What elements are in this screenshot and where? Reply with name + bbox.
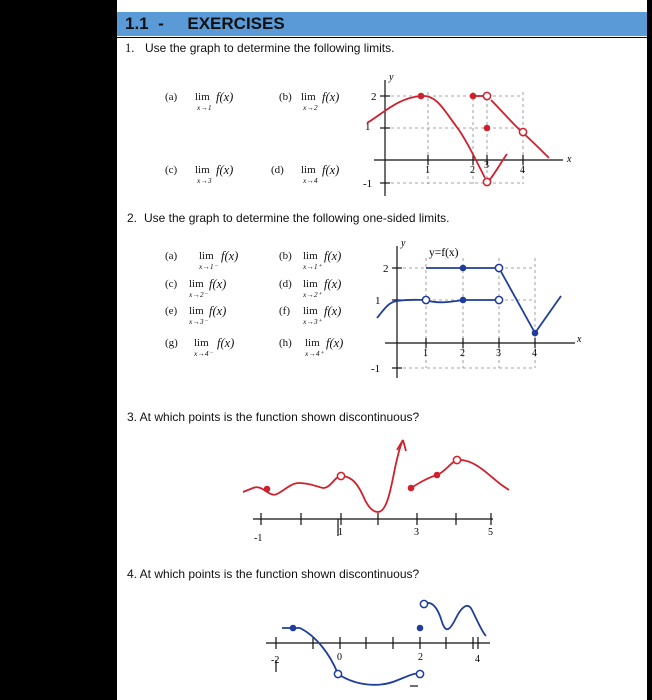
q3-xtick-3: 3 [414,527,419,538]
q1-closed-dot [418,93,425,100]
q1-closed-dot [484,125,491,132]
q4-closed-dot [417,625,424,632]
q4-curve-bottom [338,673,420,684]
q2-closed-dot [460,297,467,304]
q4-curve-left [282,628,338,674]
q2-function-label: y=f(x) [429,247,459,259]
q4-open-dot [420,600,427,607]
q2-xtick-4: 4 [532,348,537,359]
q3-curve-up [378,440,403,512]
q4-open-dot [416,670,423,677]
q4-xtick-0: 0 [337,652,342,663]
q2-ytick-2: 2 [383,263,389,275]
q4-closed-dot [290,625,297,632]
q1-xtick-4: 4 [520,165,525,176]
q1-ytick-1: 1 [365,121,371,133]
q1-prompt: Use the graph to determine the following limits. [145,41,395,55]
q1-ytick-neg1: -1 [363,178,373,190]
q4-open-dot [334,670,341,677]
q3-xtick-1: 1 [338,527,343,538]
worksheet-page: 1.1 - EXERCISES 1. Use the graph to determine the following limits. (a) lim f(x) x→1 (b) lim f(x) x→2 (c) lim f(x) x→3 (d) lim f(x) x→4 2 1 -1 1 2 3 4 y x 2. Use the graph to determine the following one-sided limits. (a) lim f(x) x→1⁻ (b) lim f(x) x→1⁺ (c) lim f(x) x→2⁻ (d) lim f(x) x→2⁺ (e) lim f(x) x→3⁻ (f) lim f(x) x→3⁺ (g) lim f(x) x→4⁻ (h) lim f(x) x→4⁺ 2 1 -1 1 2 3 4 y x y=f(x) 3. At which points is the function shown discontinuous? -1 1 3 5 4. At which points is the function shown discontinuous? -2 0 2 4 [117,0,647,700]
q4-axis [266,637,490,686]
q1-xtick-2: 2 [470,165,475,176]
q2-number: 2. [127,211,138,225]
q2-open-dot [495,296,502,303]
q1-open-dot [483,92,490,99]
q2-prompt: Use the graph to determine the following one-sided limits. [144,211,450,225]
q3-prompt: 3. At which points is the function shown discontinuous? [127,410,420,424]
q4-prompt: 4. At which points is the function shown discontinuous? [127,567,420,581]
q1-axes [374,80,563,196]
q3-axis [253,513,493,536]
q2-closed-dot [532,330,539,337]
q4-xtick-neg2: -2 [271,655,280,666]
q1-y-label: y [389,72,394,83]
q1-x-label: x [567,154,572,165]
q2-ytick-neg1: -1 [371,363,381,375]
q3-closed-dot [408,485,415,492]
section-header-bar [117,12,647,36]
q1-xtick-1: 1 [425,165,430,176]
q2-line-up [535,296,561,333]
q1-graph [363,72,583,197]
q2-ytick-1: 1 [375,295,381,307]
q3-curve-1 [243,476,341,495]
q2-line-down [499,268,535,333]
header-rule [117,37,647,38]
q1-curve-mid [487,154,507,183]
q1-open-dot [519,128,526,135]
q2-open-dot [495,264,502,271]
q3-open-dot [337,472,344,479]
q4-curve-right [424,603,486,636]
q3-closed-dot [264,486,271,493]
q2-xtick-1: 1 [423,348,428,359]
q3-closed-dot [434,472,441,479]
q1-xtick-3: 3 [484,160,489,171]
q3-curve-2 [341,476,378,512]
q1-number: 1. [125,41,135,55]
q2-curve-left [377,300,426,318]
q2-xtick-2: 2 [460,348,465,359]
q4-xtick-4: 4 [475,654,480,665]
q2-y-label: y [401,238,406,249]
q4-graph [260,590,500,700]
q2-graph [371,238,591,378]
q3-xtick-5: 5 [488,527,493,538]
q3-open-dot [453,456,460,463]
q2-closed-dot [460,265,467,272]
q2-open-dot [422,296,429,303]
q3-curve-4 [457,460,509,490]
q1-closed-dot [470,93,477,100]
q4-xtick-2: 2 [418,652,423,663]
q2-axes [385,246,575,378]
q1-open-dot [483,178,490,185]
q3-xtick-neg1: -1 [254,533,263,544]
q2-xtick-3: 3 [496,348,501,359]
q2-x-label: x [577,334,582,345]
section-header-title: 1.1 - EXERCISES [125,14,285,33]
q1-ytick-2: 2 [371,91,377,103]
q3-graph [243,428,513,558]
